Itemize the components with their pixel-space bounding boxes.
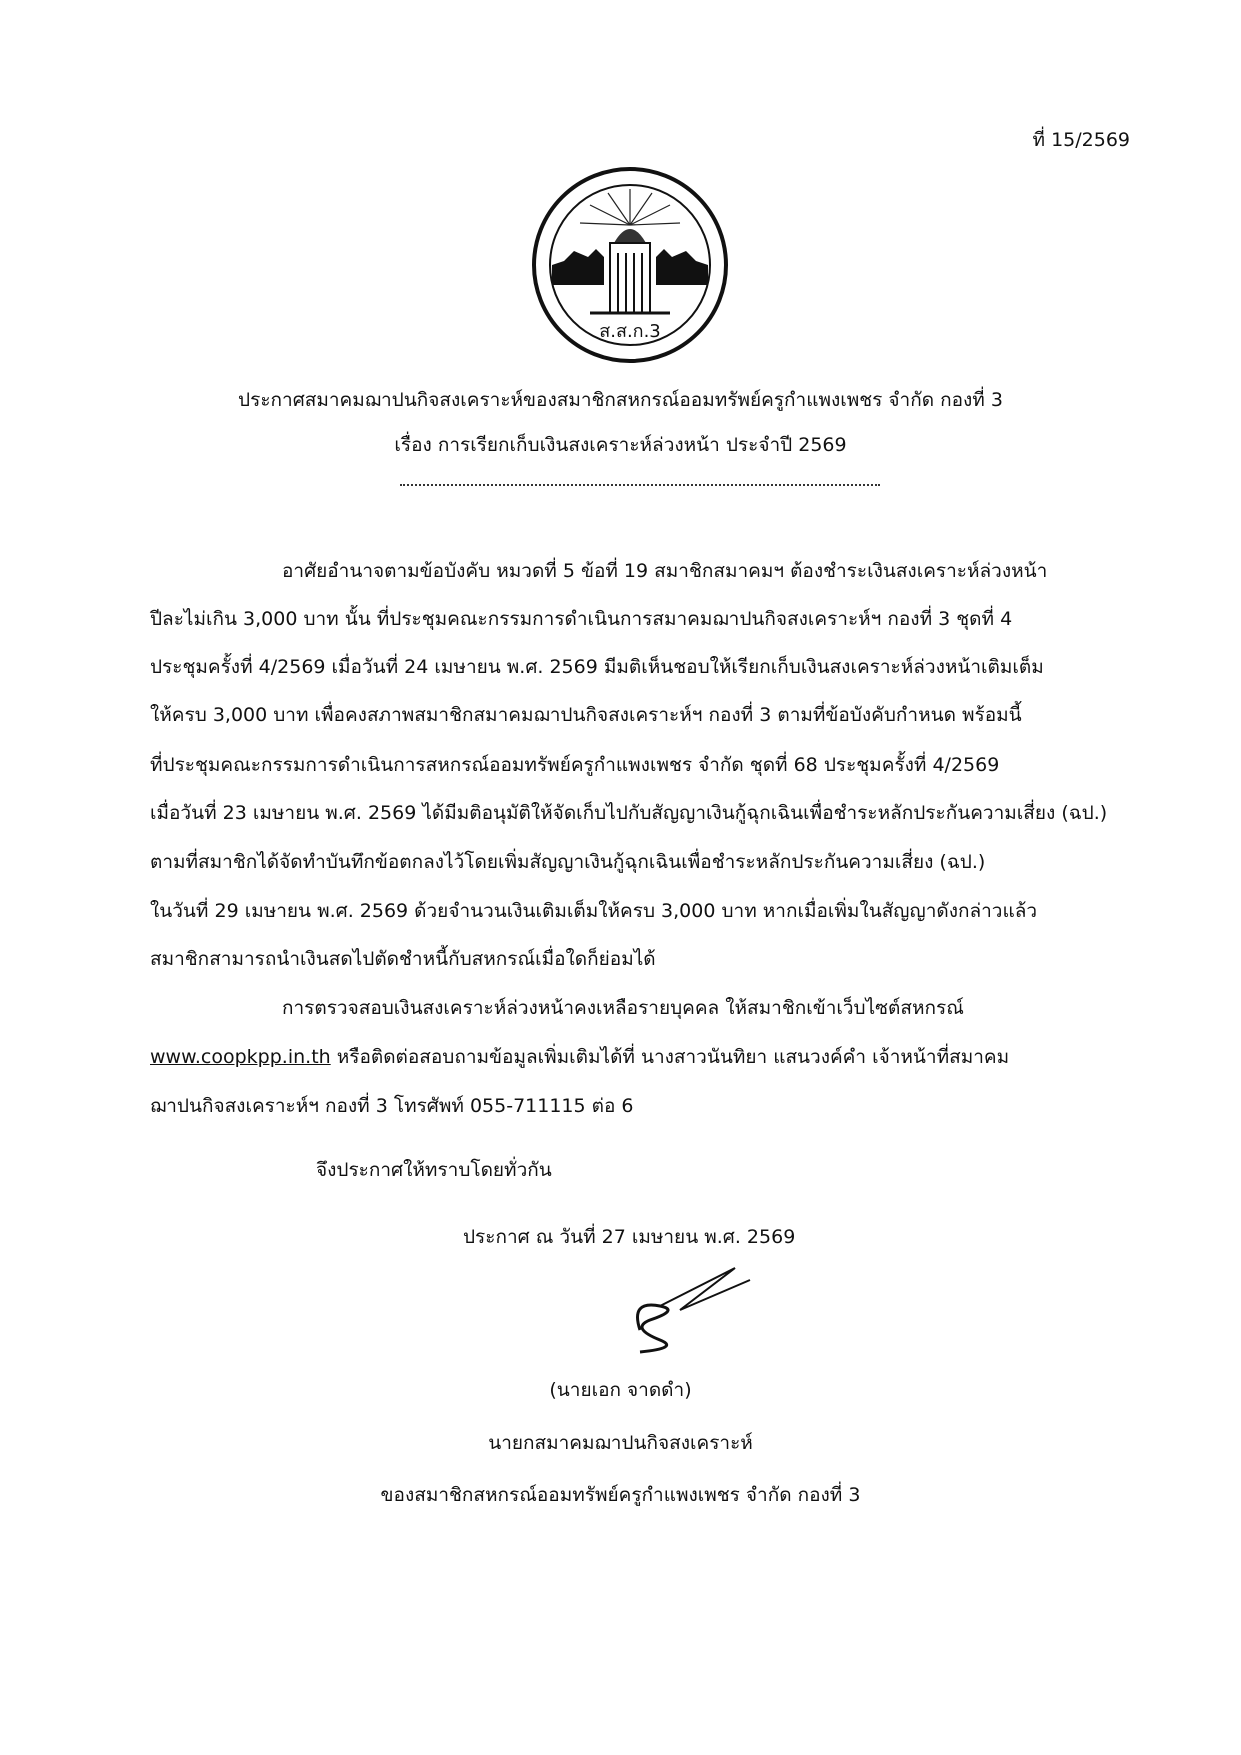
announcement-subject: เรื่อง การเรียกเก็บเงินสงเคราะห์ล่วงหน้า ประจำปี 2569 bbox=[394, 434, 847, 456]
body-line: ฌาปนกิจสงเคราะห์ฯ กองที่ 3 โทรศัพท์ 055-711115 ต่อ 6 bbox=[150, 1095, 634, 1117]
body-line: อาศัยอำนาจตามข้อบังคับ หมวดที่ 5 ข้อที่ 19 สมาชิกสมาคมฯ ต้องชำระเงินสงเคราะห์ล่วงหน้า bbox=[282, 560, 1048, 582]
website-link[interactable]: www.coopkpp.in.th bbox=[150, 1046, 331, 1068]
reference-number: ที่ 15/2569 bbox=[1032, 129, 1130, 151]
contact-text: หรือติดต่อสอบถามข้อมูลเพิ่มเติมได้ที่ นางสาวนันทิยา แสนวงค์คำ เจ้าหน้าที่สมาคม bbox=[330, 1046, 1010, 1068]
announcement-title: ประกาศสมาคมฌาปนกิจสงเคราะห์ของสมาชิกสหกรณ์ออมทรัพย์ครูกำแพงเพชร จำกัด กองที่ 3 bbox=[238, 389, 1003, 411]
dotted-divider bbox=[400, 484, 880, 486]
body-line: สมาชิกสามารถนำเงินสดไปตัดชำหนี้กับสหกรณ์เมื่อใดก็ย่อมได้ bbox=[150, 948, 656, 970]
body-line: การตรวจสอบเงินสงเคราะห์ล่วงหน้าคงเหลือรายบุคคล ให้สมาชิกเข้าเว็บไซต์สหกรณ์ bbox=[282, 997, 964, 1019]
signatory-organization: ของสมาชิกสหกรณ์ออมทรัพย์ครูกำแพงเพชร จำกัด กองที่ 3 bbox=[380, 1484, 861, 1506]
body-line: ที่ประชุมคณะกรรมการดำเนินการสหกรณ์ออมทรัพย์ครูกำแพงเพชร จำกัด ชุดที่ 68 ประชุมครั้งที่ 4/2569 bbox=[150, 754, 1000, 776]
body-line: เมื่อวันที่ 23 เมษายน พ.ศ. 2569 ได้มีมติอนุมัติให้จัดเก็บไปกับสัญญาเงินกู้ฉุกเฉินเพื่อชำระหลักประกันความเสี่ยง (ฉป.) bbox=[150, 802, 1108, 824]
signatory-title: นายกสมาคมฌาปนกิจสงเคราะห์ bbox=[488, 1432, 753, 1454]
association-seal-logo bbox=[530, 165, 730, 365]
body-line: ประชุมครั้งที่ 4/2569 เมื่อวันที่ 24 เมษายน พ.ศ. 2569 มีมติเห็นชอบให้เรียกเก็บเงินสงเคราะห์ล่วงหน้าเติมเต็ม bbox=[150, 656, 1044, 678]
closing-statement: จึงประกาศให้ทราบโดยทั่วกัน bbox=[316, 1159, 552, 1181]
announcement-date: ประกาศ ณ วันที่ 27 เมษายน พ.ศ. 2569 bbox=[463, 1226, 796, 1248]
body-line: ตามที่สมาชิกได้จัดทำบันทึกข้อตกลงไว้โดยเพิ่มสัญญาเงินกู้ฉุกเฉินเพื่อชำระหลักประกันความเสี่ยง (ฉป.) bbox=[150, 851, 986, 873]
body-line: ปีละไม่เกิน 3,000 บาท นั้น ที่ประชุมคณะกรรมการดำเนินการสมาคมฌาปนกิจสงเคราะห์ฯ กองที่ 3 ชุดที่ 4 bbox=[150, 608, 1013, 630]
body-line-with-link bbox=[150, 1042, 1009, 1072]
seal-text: ส.ส.ก.3 bbox=[599, 321, 661, 342]
body-line: ในวันที่ 29 เมษายน พ.ศ. 2569 ด้วยจำนวนเงินเติมเต็มให้ครบ 3,000 บาท หากเมื่อเพิ่มในสัญญาดังกล่าวแล้ว bbox=[150, 900, 1038, 922]
signatory-name: (นายเอก จาดดำ) bbox=[549, 1379, 692, 1401]
handwritten-signature bbox=[620, 1260, 770, 1360]
body-line: ให้ครบ 3,000 บาท เพื่อคงสภาพสมาชิกสมาคมฌาปนกิจสงเคราะห์ฯ กองที่ 3 ตามที่ข้อบังคับกำหนด พร้อมนี้ bbox=[150, 704, 1022, 726]
